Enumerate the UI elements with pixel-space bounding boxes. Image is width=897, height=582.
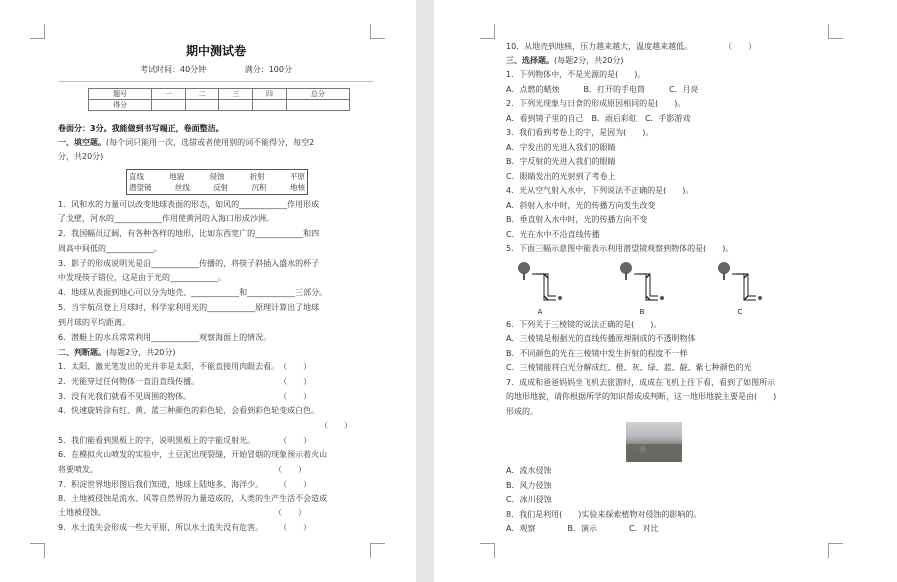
question-line: 的地形地貌，请你根据所学的知识帮成成判断，这一地形地貌主要是由( ) [506,392,777,401]
question-line: 5．当宇航员登上月球时，科学家利用光的____________原理计算出了地球 [58,303,320,312]
question-line: 3．我们看到考卷上的字，是因为( )。 [506,128,654,137]
periscope-diagram-c [712,260,768,308]
question-line: 2．光能穿过任何物体一直沿直线传播。 （ ） [58,377,312,386]
question-line: C．光在水中不沿直线传播 [506,230,600,239]
word-bank [126,169,308,195]
question-line: A．观察 B．演示 C．对比 [506,524,659,533]
word: 反射 [213,183,229,192]
divider [58,81,374,82]
question-line: 4．地球从表面到地心可以分为地壳、____________和____________三部分。 [58,288,328,297]
periscope-figures [506,260,826,318]
question-line: 8．土地被侵蚀是流水、风等自然界的力量造成的，人类的生产生活不会造成 [58,494,328,503]
crop-mark [828,24,843,39]
answer-paren: （ ） [320,421,352,430]
word: 地貌 [169,172,185,181]
question-line: B．垂直射入水中时，光的传播方向不变 [506,215,648,224]
question-line: A．三棱镜是根据光的直线传播原理制成的不透明物体 [506,334,696,343]
section-desc: (每题2分，共20分) [554,56,624,65]
landform-photo [626,422,682,462]
word-bank-row [129,171,305,182]
document-page-left [0,0,416,582]
question-line: 7．成成和爸爸妈妈坐飞机去旅游时，成成在飞机上往下看，看到了如图所示 [506,378,776,387]
section-heading [506,56,841,66]
question-line: 3．影子的形成说明光是沿____________传播的，将筷子斜插入盛水的杯子 [58,259,320,268]
question-line: 9．水土流失会形成一些大平原，所以水土流失没有危害。 （ ） [58,523,312,532]
table-cell: 四 [253,89,287,100]
document-page-right [434,0,897,582]
table-cell [219,100,253,111]
crop-mark [480,24,495,39]
word: 折射 [249,172,265,181]
crop-mark [30,24,45,39]
question-line: B．字反射的光进入我们的眼睛 [506,157,616,166]
periscope-diagram-b [614,260,670,308]
question-line: 5．我们能看到黑板上的字，说明黑板上的字能反射光。 （ ） [58,436,312,445]
question-line: A．斜射入水中时，光的传播方向发生改变 [506,201,656,210]
question-line: 到月球的平均距离。 [58,318,130,327]
section-title: 一、填空题。 [58,138,106,147]
question-line: 4．快速旋转涂有红、黄、蓝三种颜色的彩色轮，会看到彩色轮变成白色。 [58,406,320,415]
section-title: 二、判断题。 [58,348,106,357]
question-line: A．字发出的光进入我们的眼睛 [506,143,616,152]
question-line: 10．从地壳到地核，压力越来越大，温度越来越低。 （ ） [506,42,757,51]
table-cell: 总分 [286,89,349,100]
question-line: 2．我国幅员辽阔，有各种各样的地形，比如东西宽广的____________和四 [58,229,320,238]
question-line: 1．风和水的力量可以改变地球表面的形态，如风的____________作用形成 [58,200,320,209]
word: 沉积 [251,183,267,192]
exam-info [58,64,374,75]
question-line: C．冰川侵蚀 [506,495,552,504]
question-line: 了戈壁，河水的____________作用使黄河的入海口形成沙洲。 [58,214,274,223]
figure-label-c: C [737,308,743,316]
score-table [88,88,350,111]
table-cell: 题号 [89,89,152,100]
question-line: A．流水侵蚀 [506,466,552,475]
question-line: 7．积淀世界地形图后我们知道，地球上陆地多、海洋少。 （ ） [58,480,312,489]
table-cell [253,100,287,111]
word: 平原 [290,172,305,181]
table-cell: 一 [152,89,186,100]
crop-mark [370,543,385,558]
question-line: 5．下面三幅示意图中能表示利用潜望镜观察到物体的是( )。 [506,244,734,253]
question-line: C．眼睛发出的光射到了考卷上 [506,172,616,181]
question-line: 4．光从空气射入水中，下列说法不正确的是( )。 [506,186,694,195]
question-line: 周高中间低的____________。 [58,244,162,253]
crop-mark [828,543,843,558]
table-cell: 三 [219,89,253,100]
question-line: 6．在模拟火山喷发的实验中，土豆泥出现裂缝，开始冒烟的现象预示着火山 [58,450,328,459]
section-heading [58,138,374,148]
table-row [89,89,350,100]
question-line: 1．下列物体中，不是光源的是( )。 [506,70,646,79]
exam-time: 考试时间：40分钟 [139,65,207,74]
question-line: 6．下列关于三棱镜的说法正确的是( )。 [506,320,662,329]
question-line: 8．我们是利用( )实验来探索植物对侵蚀的影响的。 [506,510,702,519]
word: 地核 [290,183,305,192]
word: 潜望镜 [129,183,152,192]
word: 直线 [129,172,144,181]
table-cell [185,100,219,111]
table-cell [152,100,186,111]
question-line: 中发现筷子错位，这是由于光的____________。 [58,273,226,282]
section-desc-cont: 分，共20分) [58,152,104,161]
table-row [89,100,350,111]
section-title: 三、选择题。 [506,56,554,65]
figure-label-b: B [639,308,645,316]
question-line: 形成的。 [506,407,538,416]
question-line: A．看到镜子里的自己 B．雨后彩虹 C．手影游戏 [506,114,691,123]
question-line: C．三棱镜能将白光分解成红、橙、灰、绿、蓝、靛、紫七种颜色的光 [506,363,752,372]
neatness-note: 卷面分：3分。我能做到书写端正，卷面整洁。 [58,124,224,133]
word: 丝线 [174,183,190,192]
exam-title: 期中测试卷 [185,44,246,58]
question-line: 将要喷发。 （ ） [58,465,306,474]
question-line: B．风力侵蚀 [506,481,552,490]
question-line: 土地被侵蚀。 （ ） [58,508,306,517]
periscope-diagram-a [512,260,568,308]
question-line: B．不同颜色的光在三棱镜中发生折射的程度不一样 [506,349,688,358]
section-desc: (每个词只能用一次，选错或者使用别的词不能得分，每空2 [106,138,315,147]
crop-mark [480,543,495,558]
table-cell: 得分 [89,100,152,111]
question-line: 3．没有光我们就看不见周围的物体。 （ ） [58,392,312,401]
question-line: 2．下列光现象与日食的形成原因相同的是( )。 [506,99,686,108]
word: 侵蚀 [209,172,225,181]
question-line: 1．太阳、激光笔发出的光并非是太阳，不能直接用肉眼去看。 （ ） [58,362,312,371]
section-heading [58,348,374,358]
section-desc: (每题2分，共20分) [106,348,176,357]
table-cell [286,100,349,111]
word-bank-row [129,182,305,193]
table-cell: 二 [185,89,219,100]
figure-label-a: A [537,308,543,316]
full-score: 满分：100分 [244,65,292,74]
question-line: A．点燃的蜡烛 B．打开的手电筒 C．月亮 [506,85,699,94]
crop-mark [30,543,45,558]
crop-mark [370,24,385,39]
question-line: 6．潜艇上的水兵常常利用____________观察海面上的情况。 [58,333,272,342]
